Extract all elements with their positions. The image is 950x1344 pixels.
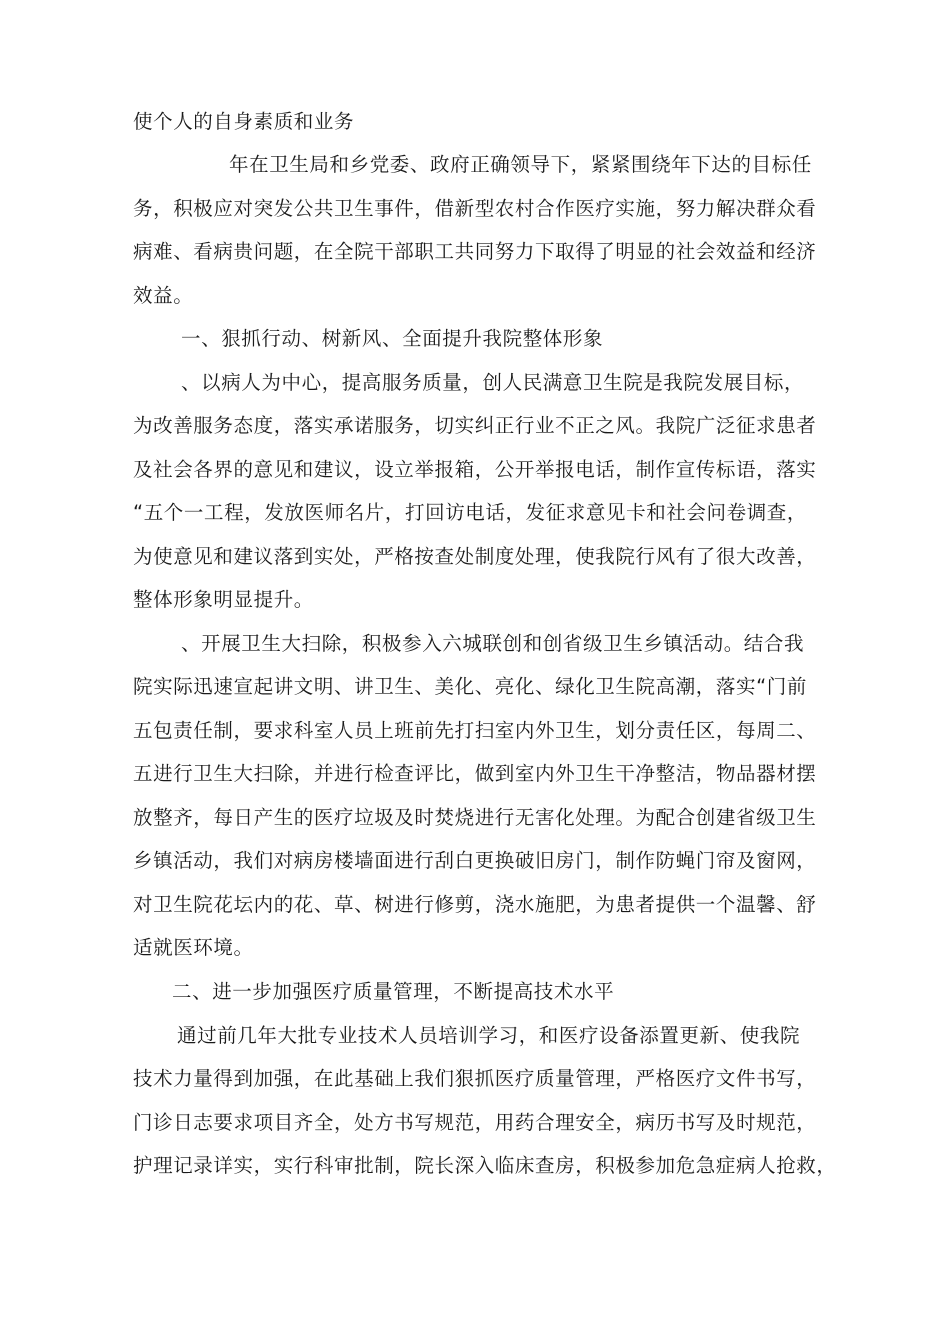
text-line: 及社会各界的意见和建议，设立举报箱，公开举报电话，制作宣传标语，落实 [133,458,817,481]
paragraph-1-line: 、以病人为中心，提高服务质量，创人民满意卫生院是我院发展目标， [181,371,805,394]
text-line: 整体形象明显提升。 [133,588,314,611]
text-line: 务，积极应对突发公共卫生事件，借新型农村合作医疗实施，努力解决群众看 [133,197,817,220]
text-line: 五进行卫生大扫除，并进行检查评比，做到室内外卫生干净整洁，物品器材摆 [133,762,817,785]
section-heading-1: 一、狠抓行动、树新风、全面提升我院整体形象 [181,327,604,350]
paragraph-2-line: 、开展卫生大扫除，积极参入六城联创和创省级卫生乡镇活动。结合我 [181,632,805,655]
text-line: 效益。 [133,284,194,307]
text-line: “五个一工程，发放医师名片，打回访电话，发征求意见卡和社会问卷调查， [133,501,808,524]
text-line: 门诊日志要求项目齐全，处方书写规范，用药合理安全，病历书写及时规范， [133,1111,817,1134]
text-line: 为使意见和建议落到实处，严格按查处制度处理，使我院行风有了很大改善， [133,545,817,568]
text-line: 使个人的自身素质和业务 [133,110,355,133]
text-line: 病难、看病贵问题，在全院干部职工共同努力下取得了明显的社会效益和经济 [133,240,817,263]
text-line: 适就医环境。 [133,936,254,959]
text-line: 五包责任制，要求科室人员上班前先打扫室内外卫生，划分责任区，每周二、 [133,719,817,742]
text-line: 放整齐，每日产生的医疗垃圾及时焚烧进行无害化处理。为配合创建省级卫生 [133,806,817,829]
text-line: 院实际迅速宣起讲文明、讲卫生、美化、亮化、绿化卫生院高潮，落实“门前 [133,675,808,698]
text-line: 对卫生院花坛内的花、草、树进行修剪，浇水施肥，为患者提供一个温馨、舒 [133,893,817,916]
paragraph-intro-line: 年在卫生局和乡党委、政府正确领导下，紧紧围绕年下达的目标任 [229,153,812,176]
text-line: 技术力量得到加强，在此基础上我们狠抓医疗质量管理，严格医疗文件书写， [133,1067,817,1090]
text-line: 为改善服务态度，落实承诺服务，切实纠正行业不正之风。我院广泛征求患者 [133,414,817,437]
text-line: 护理记录详实，实行科审批制，院长深入临床查房，积极参加危急症病人抢救， [133,1154,837,1177]
section-heading-2: 二、进一步加强医疗质量管理，不断提高技术水平 [172,980,615,1003]
paragraph-3-line: 通过前几年大批专业技术人员培训学习，和医疗设备添置更新、使我院 [177,1024,801,1047]
text-line: 乡镇活动，我们对病房楼墙面进行刮白更换破旧房门，制作防蝇门帘及窗网， [133,849,817,872]
